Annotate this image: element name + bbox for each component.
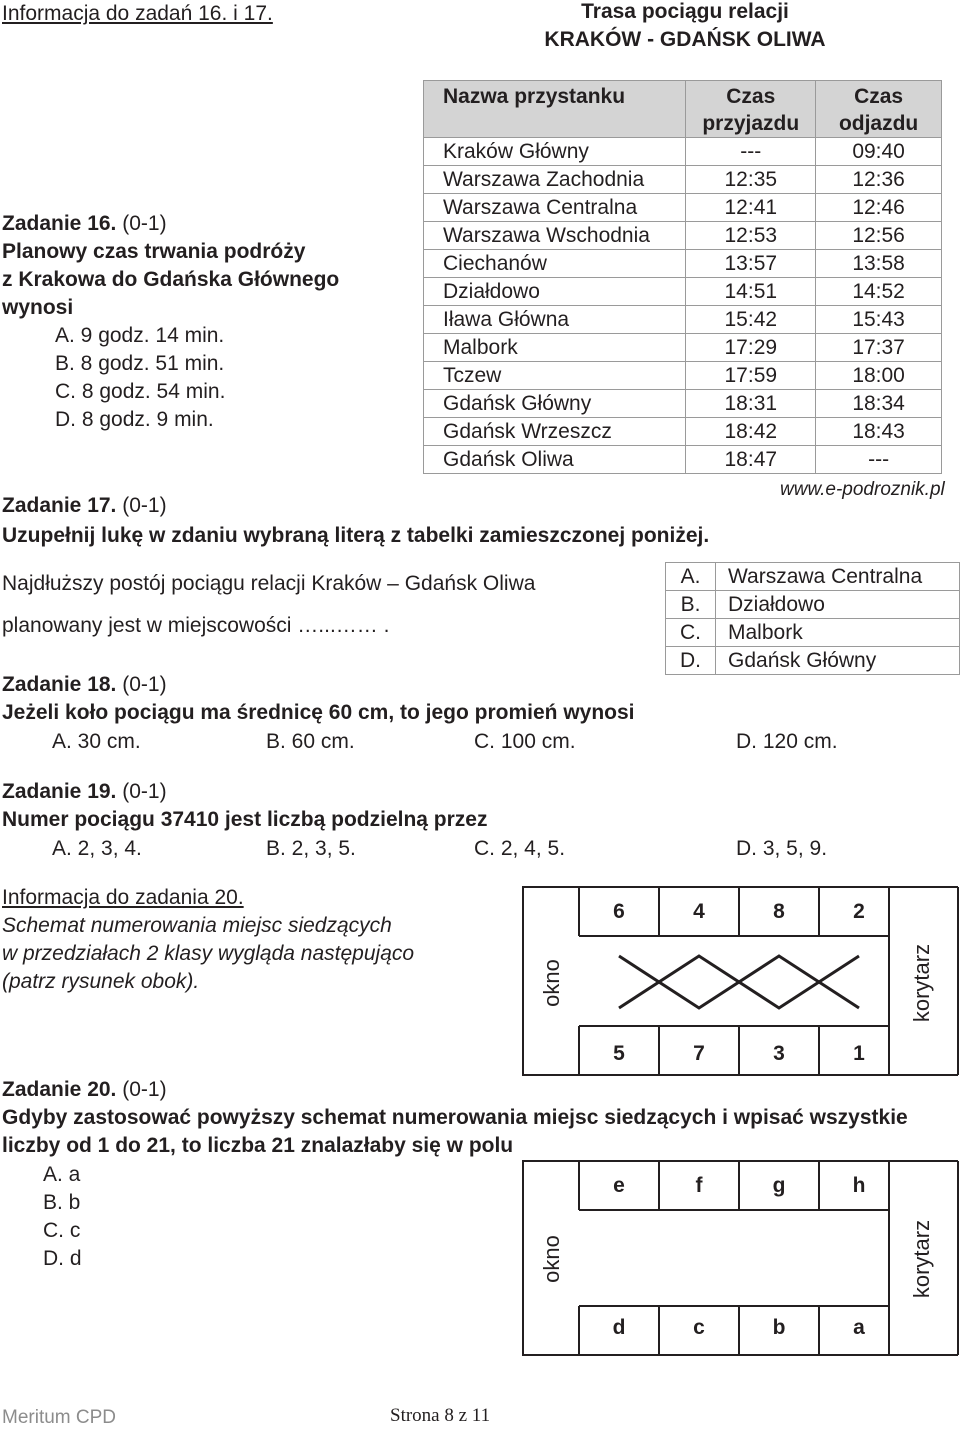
schema2-seat-top-1: e bbox=[613, 1174, 625, 1197]
task17-instruction: Uzupełnij lukę w zdaniu wybraną literą z tabelki zamieszczonej poniżej. bbox=[2, 524, 710, 547]
arrival-time: 17:59 bbox=[686, 362, 816, 390]
timetable-row bbox=[424, 166, 942, 194]
task17-option-text: Malbork bbox=[716, 619, 960, 647]
schema1-seat-bottom-1: 5 bbox=[613, 1042, 625, 1065]
task20-option-c[interactable]: C. c bbox=[43, 1219, 81, 1242]
station-name: Ciechanów bbox=[424, 250, 686, 278]
task20-question-2: liczby od 1 do 21, to liczba 21 znalazłaby się w polu bbox=[2, 1134, 514, 1157]
timetable-header-row bbox=[424, 81, 942, 138]
task17-option-letter: A. bbox=[666, 563, 716, 591]
task18-heading: Zadanie 18. (0-1) bbox=[2, 673, 167, 696]
task17-option-row[interactable] bbox=[666, 619, 960, 647]
task17-sentence-1: Najdłuższy postój pociągu relacji Kraków – Gdańsk Oliwa bbox=[2, 572, 536, 595]
timetable-row bbox=[424, 418, 942, 446]
timetable bbox=[423, 80, 942, 474]
departure-time: 12:56 bbox=[816, 222, 942, 250]
task17-option-text: Warszawa Centralna bbox=[716, 563, 960, 591]
footer-publisher: Meritum CPD bbox=[2, 1407, 117, 1428]
task20-option-d[interactable]: D. d bbox=[43, 1247, 82, 1270]
station-name: Kraków Główny bbox=[424, 138, 686, 166]
schema2-seat-top-4: h bbox=[852, 1174, 866, 1197]
arrival-time: 14:51 bbox=[686, 278, 816, 306]
schema1-seat-bottom-2: 7 bbox=[693, 1042, 705, 1065]
seat-schema-2 bbox=[522, 1160, 960, 1358]
task17-sentence-2: planowany jest w miejscowości …...…… . bbox=[2, 614, 390, 637]
task17-option-text: Działdowo bbox=[716, 591, 960, 619]
task17-option-letter: B. bbox=[666, 591, 716, 619]
departure-time: 18:00 bbox=[816, 362, 942, 390]
task16-heading: Zadanie 16. (0-1) bbox=[2, 212, 167, 235]
timetable-row bbox=[424, 278, 942, 306]
task16-question-2: z Krakowa do Gdańska Głównego bbox=[2, 268, 340, 291]
timetable-row bbox=[424, 250, 942, 278]
arrival-time: 12:53 bbox=[686, 222, 816, 250]
task17-heading: Zadanie 17. (0-1) bbox=[2, 494, 167, 517]
schema1-seat-top-4: 2 bbox=[853, 900, 865, 923]
departure-time: 18:43 bbox=[816, 418, 942, 446]
departure-time: 12:46 bbox=[816, 194, 942, 222]
task18-option-c[interactable]: C. 100 cm. bbox=[474, 730, 576, 753]
task20-heading: Zadanie 20. (0-1) bbox=[2, 1078, 167, 1101]
arrival-time: 12:35 bbox=[686, 166, 816, 194]
timetable-source: www.e-podroznik.pl bbox=[780, 479, 945, 500]
schema1-seat-bottom-4: 1 bbox=[853, 1042, 865, 1065]
task17-option-letter: C. bbox=[666, 619, 716, 647]
timetable-row bbox=[424, 194, 942, 222]
task17-answer-table bbox=[665, 562, 960, 675]
seat-schema-1 bbox=[522, 886, 960, 1080]
header-departure: Czas odjazdu bbox=[816, 81, 942, 138]
schema2-window-label: okno bbox=[539, 1235, 564, 1283]
departure-time: 18:34 bbox=[816, 390, 942, 418]
station-name: Tczew bbox=[424, 362, 686, 390]
task16-option-a[interactable]: A. 9 godz. 14 min. bbox=[55, 324, 225, 347]
task17-option-text: Gdańsk Główny bbox=[716, 647, 960, 675]
departure-time: 14:52 bbox=[816, 278, 942, 306]
schema2-seat-top-2: f bbox=[695, 1174, 703, 1197]
schema1-seat-top-3: 8 bbox=[773, 900, 785, 923]
route-title-line2: KRAKÓW - GDAŃSK OLIWA bbox=[544, 28, 826, 51]
task19-option-d[interactable]: D. 3, 5, 9. bbox=[736, 837, 828, 860]
schema1-seat-bottom-3: 3 bbox=[773, 1042, 785, 1065]
task16-question-3: wynosi bbox=[2, 296, 74, 319]
task17-option-letter: D. bbox=[666, 647, 716, 675]
arrival-time: --- bbox=[686, 138, 816, 166]
schema2-seat-bottom-4: a bbox=[853, 1316, 865, 1339]
info20-text-1: Schemat numerowania miejsc siedzących bbox=[2, 914, 392, 937]
arrival-time: 18:42 bbox=[686, 418, 816, 446]
schema2-seat-bottom-2: c bbox=[693, 1316, 705, 1339]
arrival-time: 13:57 bbox=[686, 250, 816, 278]
task20-option-b[interactable]: B. b bbox=[43, 1191, 81, 1214]
schema2-seat-bottom-1: d bbox=[612, 1316, 626, 1339]
arrival-time: 17:29 bbox=[686, 334, 816, 362]
task16-option-d[interactable]: D. 8 godz. 9 min. bbox=[55, 408, 214, 431]
station-name: Warszawa Zachodnia bbox=[424, 166, 686, 194]
info20-text-2: w przedziałach 2 klasy wygląda następująco bbox=[2, 942, 415, 965]
station-name: Warszawa Wschodnia bbox=[424, 222, 686, 250]
departure-time: 09:40 bbox=[816, 138, 942, 166]
info20-label: Informacja do zadania 20. bbox=[2, 886, 244, 909]
timetable-row bbox=[424, 222, 942, 250]
arrival-time: 15:42 bbox=[686, 306, 816, 334]
task18-question: Jeżeli koło pociągu ma średnicę 60 cm, to jego promień wynosi bbox=[2, 701, 635, 724]
station-name: Malbork bbox=[424, 334, 686, 362]
task19-option-b[interactable]: B. 2, 3, 5. bbox=[266, 837, 356, 860]
task19-heading: Zadanie 19. (0-1) bbox=[2, 780, 167, 803]
task16-option-b[interactable]: B. 8 godz. 51 min. bbox=[55, 352, 225, 375]
timetable-body bbox=[424, 138, 942, 474]
departure-time: --- bbox=[816, 446, 942, 474]
task18-option-d[interactable]: D. 120 cm. bbox=[736, 730, 838, 753]
arrival-time: 18:47 bbox=[686, 446, 816, 474]
station-name: Iława Główna bbox=[424, 306, 686, 334]
schema1-corridor-label: korytarz bbox=[909, 943, 934, 1023]
task18-option-b[interactable]: B. 60 cm. bbox=[266, 730, 355, 753]
info20-text-3: (patrz rysunek obok). bbox=[2, 970, 200, 993]
departure-time: 15:43 bbox=[816, 306, 942, 334]
station-name: Działdowo bbox=[424, 278, 686, 306]
schema2-seat-bottom-3: b bbox=[772, 1316, 786, 1339]
task16-question-1: Planowy czas trwania podróży bbox=[2, 240, 306, 263]
station-name: Gdańsk Główny bbox=[424, 390, 686, 418]
schema2-seat-top-3: g bbox=[772, 1174, 786, 1197]
schema1-seat-top-1: 6 bbox=[613, 900, 625, 923]
task17-option-row[interactable] bbox=[666, 591, 960, 619]
schema1-window-label: okno bbox=[539, 959, 564, 1007]
footer-page-number: Strona 8 z 11 bbox=[390, 1405, 491, 1426]
info-label-16-17: Informacja do zadań 16. i 17. bbox=[2, 2, 273, 25]
timetable-row bbox=[424, 362, 942, 390]
arrival-time: 18:31 bbox=[686, 390, 816, 418]
timetable-row bbox=[424, 306, 942, 334]
departure-time: 12:36 bbox=[816, 166, 942, 194]
station-name: Gdańsk Oliwa bbox=[424, 446, 686, 474]
departure-time: 17:37 bbox=[816, 334, 942, 362]
timetable-row bbox=[424, 334, 942, 362]
route-title-line1: Trasa pociągu relacji bbox=[581, 0, 789, 23]
task19-question: Numer pociągu 37410 jest liczbą podzielną przez bbox=[2, 808, 488, 831]
task17-option-row[interactable] bbox=[666, 563, 960, 591]
task18-option-a[interactable]: A. 30 cm. bbox=[52, 730, 141, 753]
timetable-row bbox=[424, 390, 942, 418]
timetable-row bbox=[424, 138, 942, 166]
station-name: Warszawa Centralna bbox=[424, 194, 686, 222]
arrival-time: 12:41 bbox=[686, 194, 816, 222]
task20-question-1: Gdyby zastosować powyższy schemat numerowania miejsc siedzących i wpisać wszystkie bbox=[2, 1106, 908, 1129]
header-station: Nazwa przystanku bbox=[424, 81, 686, 138]
task19-option-a[interactable]: A. 2, 3, 4. bbox=[52, 837, 142, 860]
schema2-corridor-label: korytarz bbox=[909, 1219, 934, 1299]
schema1-seat-top-2: 4 bbox=[693, 900, 705, 923]
task17-option-row[interactable] bbox=[666, 647, 960, 675]
task16-option-c[interactable]: C. 8 godz. 54 min. bbox=[55, 380, 226, 403]
task20-option-a[interactable]: A. a bbox=[43, 1163, 81, 1186]
header-arrival: Czas przyjazdu bbox=[686, 81, 816, 138]
departure-time: 13:58 bbox=[816, 250, 942, 278]
task19-option-c[interactable]: C. 2, 4, 5. bbox=[474, 837, 566, 860]
timetable-row bbox=[424, 446, 942, 474]
station-name: Gdańsk Wrzeszcz bbox=[424, 418, 686, 446]
